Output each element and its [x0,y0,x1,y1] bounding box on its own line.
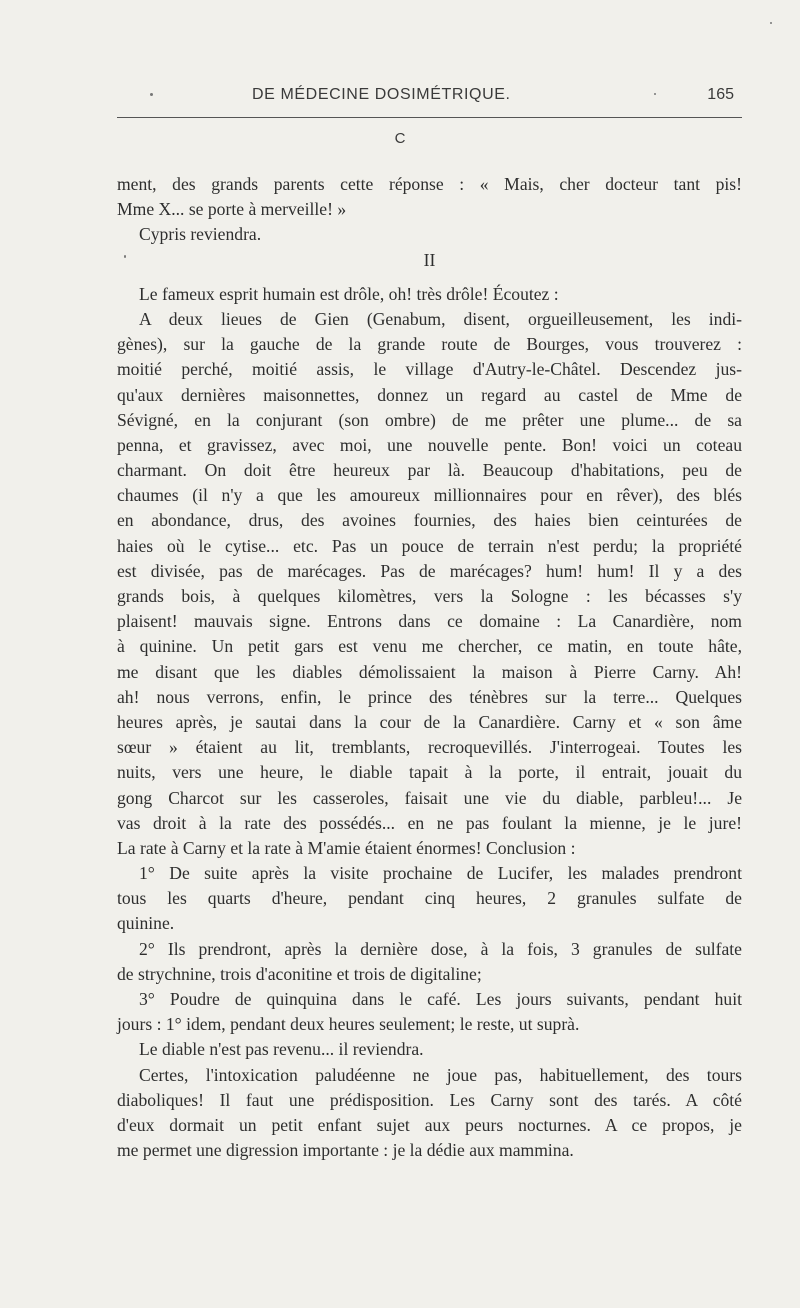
text-line: vas droit à la rate des possédés... en ne pas foulant la mienne, je le jure! [117,812,742,833]
text-line: Mme X... se porte à merveille! » [117,199,347,220]
text-line: gènes), sur la gauche de la grande route de Bourges, vous trouverez : [117,334,742,355]
text-line: me permet une digression importante : je la dédie aux mammina. [117,1140,574,1161]
text-line: A deux lieues de Gien (Genabum, disent, orgueilleusement, les indi- [139,308,742,329]
page-number: 165 [707,86,734,103]
text-line: 2° Ils prendront, après la dernière dose, à la fois, 3 granules de sulfate [139,938,742,959]
text-line: jours : 1° idem, pendant deux heures seulement; le reste, ut suprà. [117,1014,580,1035]
text-line: 1° De suite après la visite prochaine de Lucifer, les malades prendront [139,863,742,884]
paper-speck [150,93,153,96]
text-line: Sévigné, en la conjurant (son ombre) de me prêter une plume... de sa [117,409,742,430]
text-line: diaboliques! Il faut une prédisposition. Les Carny sont des tarés. A côté [117,1089,742,1110]
text-line: qu'aux dernières maisonnettes, donnez un regard au castel de Mme de [117,384,742,405]
text-line: chaumes (il n'y a que les amoureux millionnaires pour en rêver), des blés [117,485,742,506]
text-line: Cypris reviendra. [139,224,262,245]
text-line: Certes, l'intoxication paludéenne ne joue pas, habituellement, des tours [139,1064,742,1085]
text-line: sœur » étaient au lit, tremblants, recroquevillés. J'interrogeai. Toutes les [117,737,742,758]
paper-speck [124,255,126,258]
text-line: d'eux dormait un petit enfant sujet aux peurs nocturnes. A ce propos, je [117,1114,742,1135]
text-line: plaisent! mauvais signe. Entrons dans ce domaine : La Canardière, nom [117,611,742,632]
text-line: Le diable n'est pas revenu... il reviendra. [139,1039,424,1060]
text-line: penna, et gravissez, avec moi, une nouvelle pente. Bon! voici un coteau [117,434,742,455]
text-line: à quinine. Un petit gars est venu me chercher, ce matin, en toute hâte, [117,636,742,657]
running-title: DE MÉDECINE DOSIMÉTRIQUE. [252,86,511,103]
text-line: quinine. [117,913,175,934]
paper-speck [770,22,772,24]
text-line: tous les quarts d'heure, pendant cinq heures, 2 granules sulfate de [117,888,742,909]
text-line: me disant que les diables démolissaient la maison à Pierre Carny. Ah! [117,661,742,682]
section-number: II [423,249,436,270]
text-line: de strychnine, trois d'aconitine et trois de digitaline; [117,963,482,984]
signature-letter: C [394,130,406,147]
body-text [117,172,742,1163]
text-line: heures après, je sautai dans la cour de la Canardière. Carny et « son âme [117,711,742,732]
paper-speck [654,93,656,95]
text-line: La rate à Carny et la rate à M'amie étaient énormes! Conclusion : [117,837,576,858]
text-line: ah! nous verrons, enfin, le prince des ténèbres sur la terre... Quelques [117,686,742,707]
text-line: gong Charcot sur les casseroles, faisait une vie du diable, parbleu!... Je [117,787,742,808]
text-line: grands bois, à quelques kilomètres, vers la Sologne : les bécasses s'y [117,586,742,606]
text-line: est divisée, pas de marécages. Pas de marécages? hum! hum! Il y a des [117,560,742,581]
text-line: moitié perché, moitié assis, le village d'Autry-le-Châtel. Descendez jus- [117,359,742,380]
text-line: nuits, vers une heure, le diable tapait à la porte, il entrait, jouait du [117,762,742,783]
text-line: en abondance, drus, des avoines fournies, des haies bien ceinturées de [117,510,742,531]
text-line: haies où le cytise... etc. Pas un pouce de terrain n'est perdu; la propriété [117,535,742,556]
header-rule [117,117,742,118]
text-line: ment, des grands parents cette réponse : « Mais, cher docteur tant pis! [117,174,742,194]
text-line: charmant. On doit être heureux par là. Beaucoup d'habitations, peu de [117,460,742,481]
text-line: 3° Poudre de quinquina dans le café. Les jours suivants, pendant huit [139,989,742,1009]
text-line: Le fameux esprit humain est drôle, oh! très drôle! Écoutez : [139,283,559,304]
